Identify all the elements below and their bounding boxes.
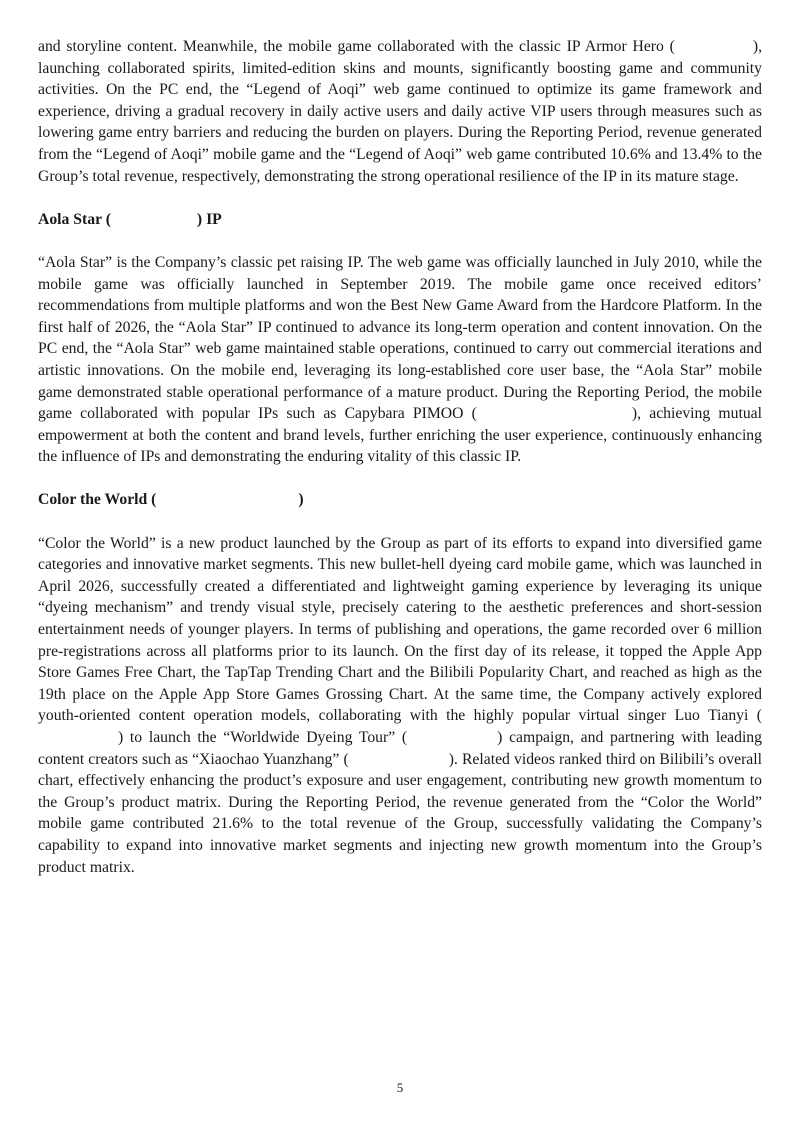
armor-hero-paragraph: and storyline content. Meanwhile, the mobile game collaborated with the classic IP Armor Hero ( ), launching collaborated spirits, limited-edition skins and mounts, significantly boosting game and community activities. On the PC end, the “Legend of Aoqi” web game continued to optimize its game framework and experience, driving a gradual recovery in daily active users and daily active VIP users through measures such as lowering game entry barriers and reducing the burden on players. During the Reporting Period, revenue generated from the “Legend of Aoqi” mobile game and the “Legend of Aoqi” web game contributed 10.6% and 13.4% to the Group’s total revenue, respectively, demonstrating the strong operational resilience of the IP in its mature stage. bbox=[38, 38, 762, 185]
aola-star-heading: Aola Star ( ) IP bbox=[38, 210, 222, 228]
aola-star-paragraph: “Aola Star” is the Company’s classic pet raising IP. The web game was officially launched in July 2010, while the mobile game was officially launched in September 2019. The mobile game once received editors’ recommendations from multiple platforms and won the Best New Game Award from the Hardcore Platform. In the first half of 2026, the “Aola Star” IP continued to advance its long-term operation and content innovation. On the PC end, the “Aola Star” web game maintained stable operations, continued to carry out commercial iterations and artistic innovations. On the mobile end, leveraging its long-established core user base, the “Aola Star” mobile game demonstrated stable operational performance of a mature product. During the Reporting Period, the mobile game collaborated with popular IPs such as Capybara PIMOO ( ), achieving mutual empowerment at both the content and brand levels, further enriching the user experience, continuously enhancing the influence of IPs and demonstrating the enduring vitality of this classic IP. bbox=[38, 253, 762, 466]
document-page bbox=[38, 36, 762, 878]
color-the-world-heading: Color the World ( ) bbox=[38, 491, 304, 509]
color-the-world-paragraph: “Color the World” is a new product launched by the Group as part of its efforts to expand into diversified game categories and innovative market segments. This new bullet-hell dyeing card mobile game, which was launched in April 2026, successfully created a differentiated and lightweight gaming experience by leveraging its unique “dyeing mechanism” and trendy visual style, precisely catering to the aesthetic preferences and short-session entertainment needs of younger players. In terms of publishing and operations, the game recorded over 6 million pre-registrations across all platforms prior to its launch. On the first day of its release, it topped the Apple App Store Games Free Chart, the TapTap Trending Chart and the Bilibili Popularity Chart, and reached as high as the 19th place on the Apple App Store Games Grossing Chart. At the same time, the Company actively explored youth-oriented content operation models, collaborating with the highly popular virtual singer Luo Tianyi () to launch the “Worldwide Dyeing Tour” ( ) campaign, and partnering with leading content creators such as “Xiaochao Yuanzhang” ( ). Related videos ranked third on Bilibili’s overall chart, effectively enhancing the product’s exposure and user engagement, contributing new growth momentum to the Group’s product matrix. During the Reporting Period, the revenue generated from the “Color the World” mobile game contributed 21.6% to the total revenue of the Group, successfully validating the Company’s capability to expand into innovative market segments and injecting new growth momentum into the Group’s product matrix. bbox=[38, 534, 762, 876]
page-number: 5 bbox=[396, 1080, 404, 1095]
